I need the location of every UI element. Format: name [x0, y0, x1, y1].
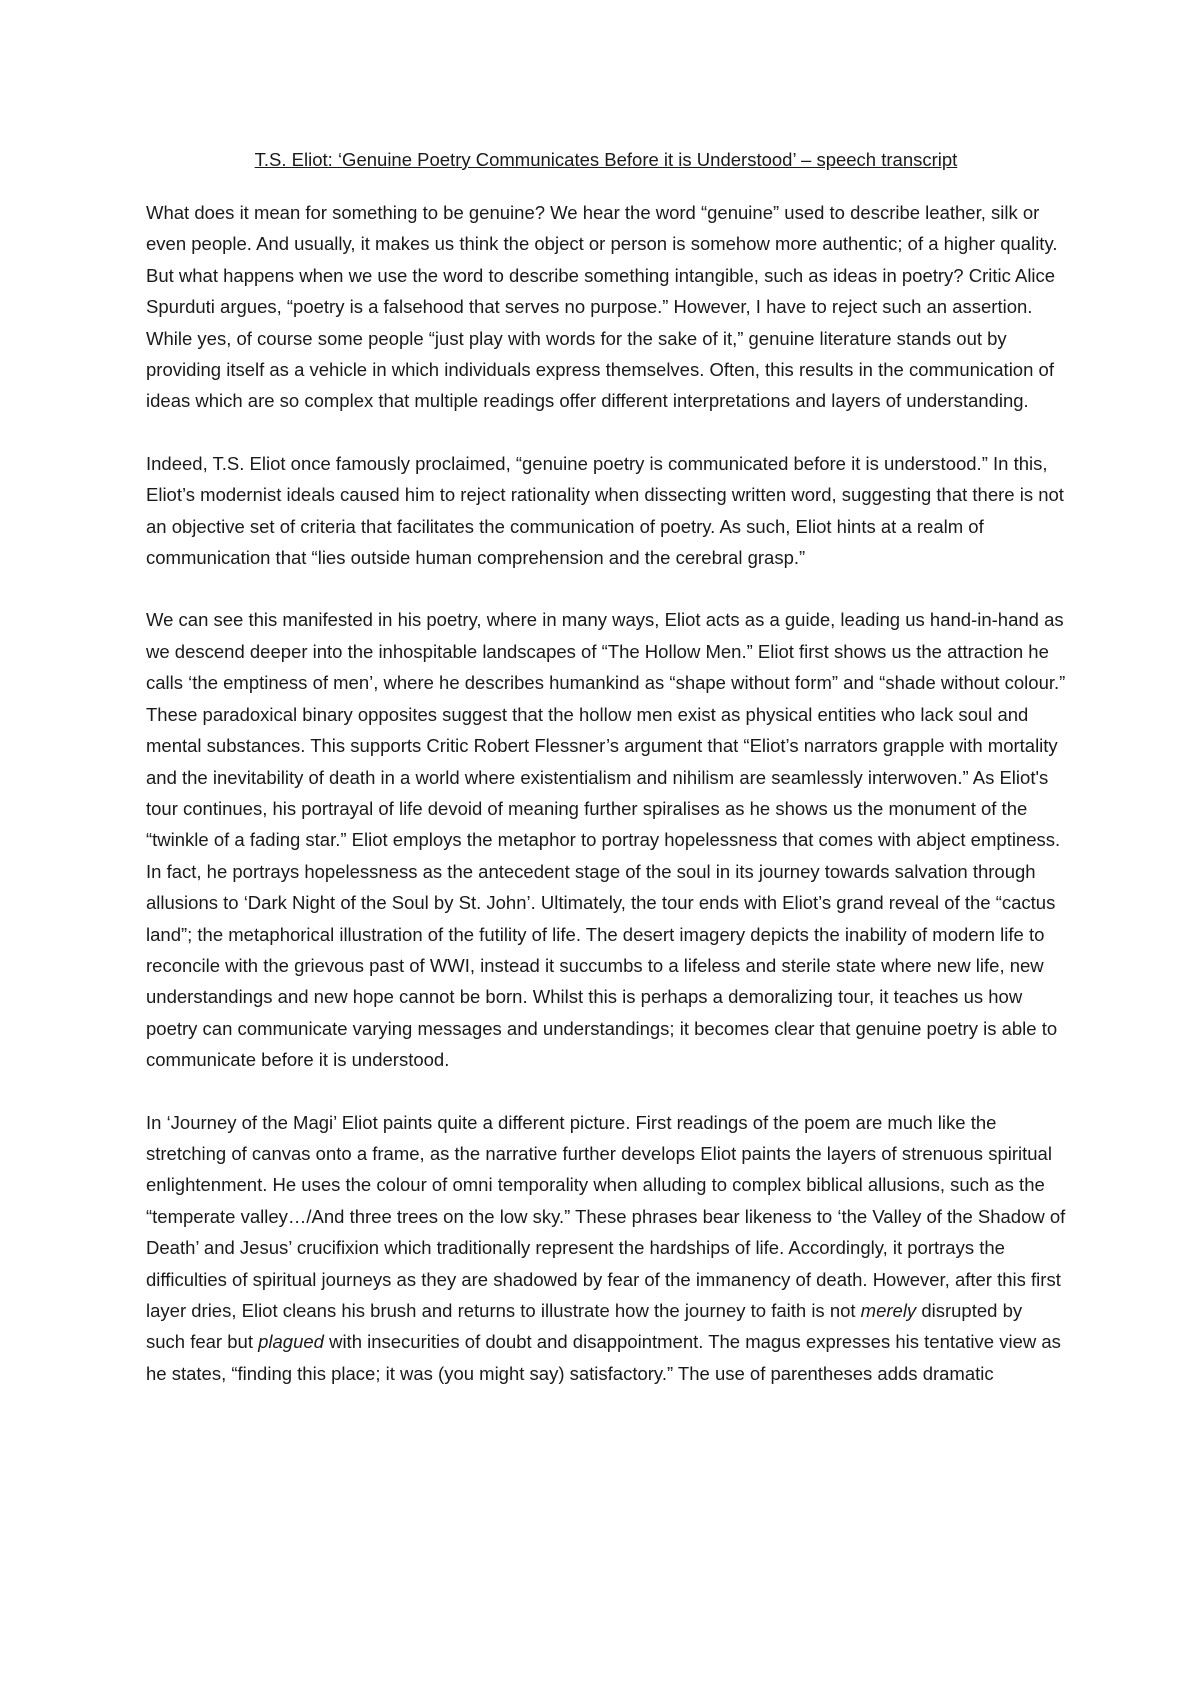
- italic-plagued: plagued: [258, 1331, 324, 1353]
- paragraph-text-segment: In ‘Journey of the Magi’ Eliot paints quite a different picture. First readings of the poem are much like the stretching of canvas onto a frame, as the narrative further develops Eliot paints the layers of strenuous spiritual enlightenment. He uses the colour of omni temporality when alluding to complex biblical allusions, such as the “temperate valley…/And three trees on the low sky.” These phrases bear likeness to ‘the Valley of the Shadow of Death’ and Jesus’ crucifixion which traditionally represent the hardships of life. Accordingly, it portrays the difficulties of spiritual journeys as they are shadowed by fear of the immanency of death. However, after this first layer dries, Eliot cleans his brush and returns to illustrate how the journey to faith is not: [146, 1111, 1066, 1321]
- document-body: [146, 144, 1066, 1420]
- document-title: T.S. Eliot: ‘Genuine Poetry Communicates Before it is Understood’ – speech transcript: [254, 149, 958, 170]
- paragraph-intro: What does it mean for something to be genuine? We hear the word “genuine” used to describe leather, silk or even people. And usually, it makes us think the object or person is somehow more authentic; of a higher quality. But what happens when we use the word to describe something intangible, such as ideas in poetry? Critic Alice Spurduti argues, “poetry is a falsehood that serves no purpose.” However, I have to reject such an assertion. While yes, of course some people “just play with words for the sake of it,” genuine literature stands out by providing itself as a vehicle in which individuals express themselves. Often, this results in the communication of ideas which are so complex that multiple readings offer different interpretations and layers of understanding.: [146, 202, 1058, 412]
- italic-merely: merely: [860, 1300, 917, 1321]
- paragraph-journey-of-magi: [146, 1107, 1066, 1390]
- paragraph-text-segment: disrupted by such fear but: [146, 1300, 1023, 1353]
- paragraph-hollow-men: We can see this manifested in his poetry, where in many ways, Eliot acts as a guide, leading us hand-in-hand as we descend deeper into the inhospitable landscapes of “The Hollow Men.” Eliot first shows us the attraction he calls ‘the emptiness of men’, where he describes humankind as “shape without form” and “shade without colour.” These paradoxical binary opposites suggest that the hollow men exist as physical entities who lack soul and mental substances. This supports Critic Robert Flessner’s argument that “Eliot’s narrators grapple with mortality and the inevitability of death in a world where existentialism and nihilism are seamlessly interwoven.” As Eliot's tour continues, his portrayal of life devoid of meaning further spiralises as he shows us the monument of the “twinkle of a fading star.” Eliot employs the metaphor to portray hopelessness that comes with abject emptiness. In fact, he portrays hopelessness as the antecedent stage of the soul in its journey towards salvation through allusions to ‘Dark Night of the Soul by St. John’. Ultimately, the tour ends with Eliot’s grand reveal of the “cactus land”; the metaphorical illustration of the futility of life. The desert imagery depicts the inability of modern life to reconcile with the grievous past of WWI, instead it succumbs to a lifeless and sterile state where new life, new understandings and new hope cannot be born. Whilst this is perhaps a demoralizing tour, it teaches us how poetry can communicate varying messages and understandings; it becomes clear that genuine poetry is able to communicate before it is understood.: [146, 609, 1066, 1071]
- paragraph-eliot-quote: Indeed, T.S. Eliot once famously proclaimed, “genuine poetry is communicated before it is understood.” In this, Eliot’s modernist ideals caused him to reject rationality when dissecting written word, suggesting that there is not an objective set of criteria that facilitates the communication of poetry. As such, Eliot hints at a realm of communication that “lies outside human comprehension and the cerebral grasp.”: [146, 452, 1064, 569]
- paragraph-text-segment: with insecurities of doubt and disappointment. The magus expresses his tentative view as he states, “finding this place; it was (you might say) satisfactory.” The use of parentheses adds dramatic: [146, 1331, 1061, 1384]
